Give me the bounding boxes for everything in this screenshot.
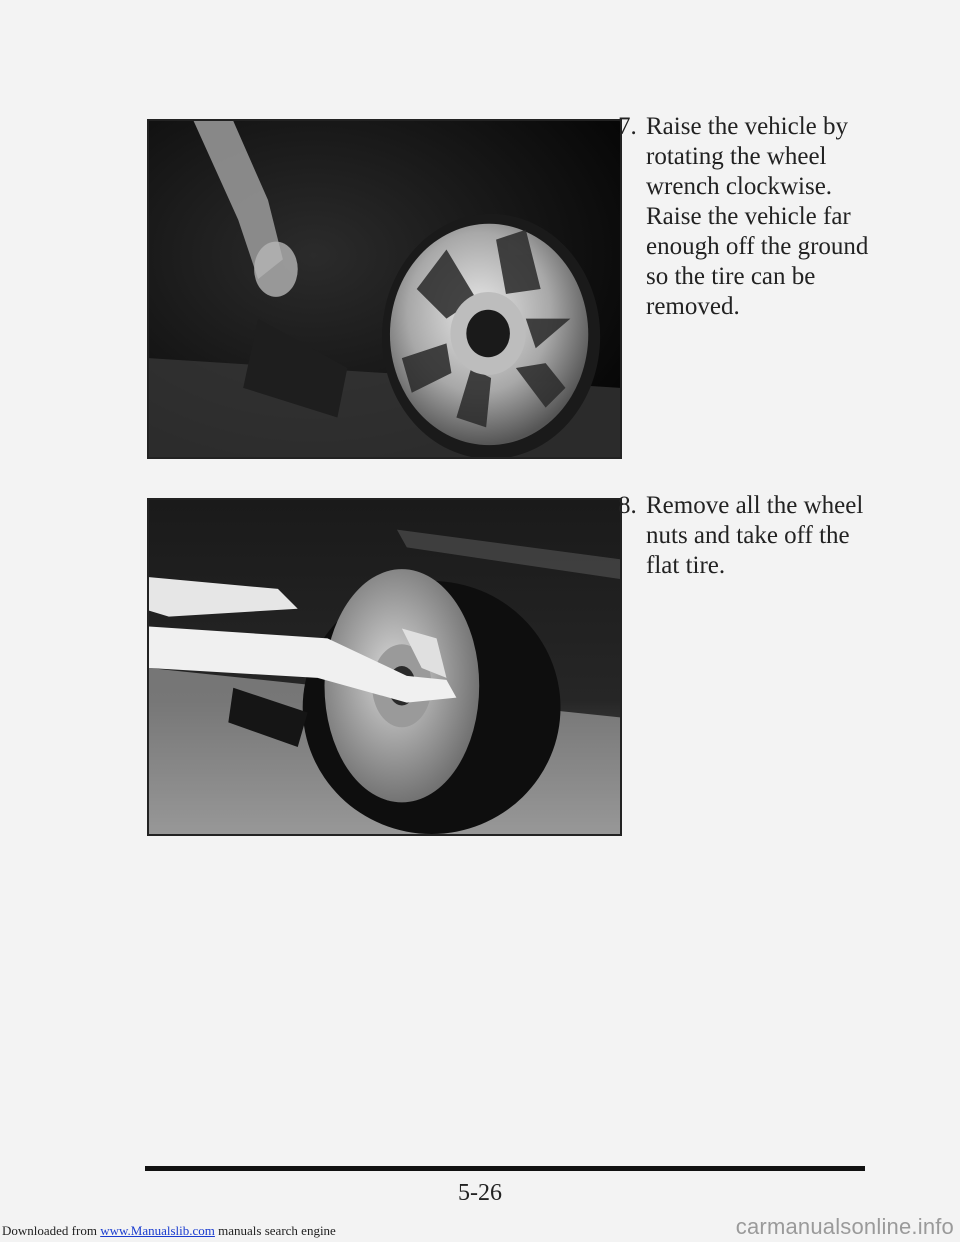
footer-rule [145,1166,865,1171]
step-text: Raise the vehicle by rotating the wheel wrench clockwise. Raise the vehicle far enough off the ground so the tire can be removed. [646,113,869,320]
download-footer [2,1223,336,1239]
footer-prefix: Downloaded from [2,1223,101,1238]
page-number: 5-26 [458,1180,502,1206]
step-number: 8. [618,492,637,519]
manualslib-link[interactable]: www.Manualslib.com [100,1223,215,1238]
photo-removing-tire [147,498,622,836]
footer-suffix: manuals search engine [214,1223,336,1238]
photo-raising-vehicle [147,119,622,459]
watermark: carmanualsonline.info [735,1214,954,1239]
step-text: Remove all the wheel nuts and take off the flat tire. [646,492,864,579]
step-number: 7. [618,113,637,140]
